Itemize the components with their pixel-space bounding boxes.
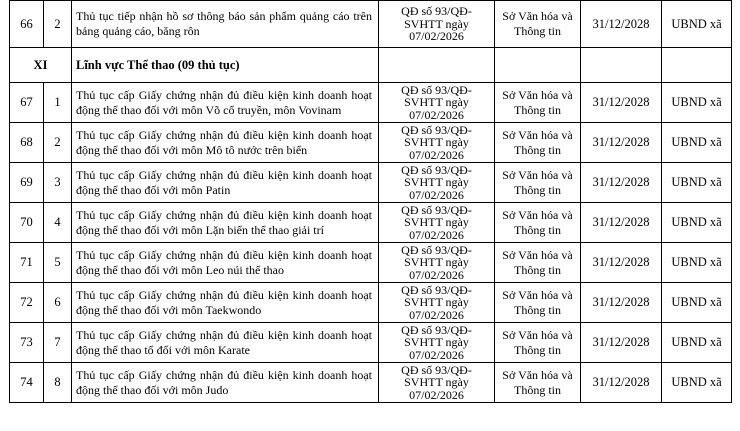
decision-line: SVHTT ngày [404,95,469,110]
implementing-level: UBND xã [662,83,732,123]
agency-cell [495,83,581,123]
section-title: Lĩnh vực Thể thao (09 thủ tục) [72,48,379,83]
section-roman: XI [10,48,72,83]
decision-line: QĐ số 93/QĐ- [401,202,472,217]
agency-line: Thông tin [514,182,561,197]
procedure-name: Thủ tục cấp Giấy chứng nhận đủ điều kiện kinh doanh hoạt động thể thao đối với môn Võ cổ truyền, môn Vovinam [72,83,379,123]
agency-cell [495,243,581,283]
decision-line: SVHTT ngày [404,295,469,310]
table-row [10,123,732,163]
implementing-level: UBND xã [662,363,732,403]
agency-line: Sở Văn hóa và [502,367,573,382]
row-stt: 68 [10,123,44,163]
decision-line: 07/02/2026 [409,387,464,402]
decision-line: 07/02/2026 [409,29,464,44]
decision-line: SVHTT ngày [404,135,469,150]
decision-line: SVHTT ngày [404,215,469,230]
implementing-level: UBND xã [662,283,732,323]
agency-line: Thông tin [514,142,561,157]
row-number: 1 [44,83,72,123]
decision-line: QĐ số 93/QĐ- [401,4,472,19]
row-number: 6 [44,283,72,323]
table-row [10,83,732,123]
decision-line: SVHTT ngày [404,255,469,270]
agency-line: Sở Văn hóa và [502,167,573,182]
agency-line: Thông tin [514,302,561,317]
decision-cell [379,123,495,163]
table-row [10,323,732,363]
implementing-level: UBND xã [662,323,732,363]
decision-cell [379,83,495,123]
agency-line: Sở Văn hóa và [502,327,573,342]
procedure-name: Thủ tục tiếp nhận hồ sơ thông báo sản phẩm quảng cáo trên bảng quảng cáo, băng rôn [72,1,379,48]
decision-line: QĐ số 93/QĐ- [401,362,472,377]
agency-line: Thông tin [514,222,561,237]
table-row [10,203,732,243]
implementing-level: UBND xã [662,1,732,48]
decision-cell [379,243,495,283]
agency-line: Thông tin [514,262,561,277]
agency-line: Sở Văn hóa và [502,207,573,222]
decision-cell [379,1,495,48]
agency-cell [495,283,581,323]
deadline-date: 31/12/2028 [581,283,662,323]
decision-line: 07/02/2026 [409,347,464,362]
agency-cell [495,323,581,363]
agency-line: Sở Văn hóa và [502,127,573,142]
decision-line: QĐ số 93/QĐ- [401,282,472,297]
deadline-date: 31/12/2028 [581,123,662,163]
agency-line: Thông tin [514,102,561,117]
decision-line: SVHTT ngày [404,335,469,350]
decision-cell [379,323,495,363]
implementing-level: UBND xã [662,123,732,163]
decision-line: QĐ số 93/QĐ- [401,122,472,137]
decision-line: 07/02/2026 [409,187,464,202]
agency-cell [495,1,581,48]
decision-cell [379,363,495,403]
table-row [10,283,732,323]
row-number: 2 [44,1,72,48]
agency-line: Sở Văn hóa và [502,287,573,302]
row-stt: 71 [10,243,44,283]
empty-cell [581,48,662,83]
row-number: 2 [44,123,72,163]
decision-cell [379,283,495,323]
row-stt: 67 [10,83,44,123]
row-stt: 69 [10,163,44,203]
decision-cell [379,163,495,203]
decision-line: SVHTT ngày [404,375,469,390]
decision-line: QĐ số 93/QĐ- [401,322,472,337]
agency-line: Sở Văn hóa và [502,87,573,102]
table-row [10,363,732,403]
row-stt: 73 [10,323,44,363]
decision-line: 07/02/2026 [409,227,464,242]
agency-line: Thông tin [514,342,561,357]
decision-line: SVHTT ngày [404,175,469,190]
row-number: 8 [44,363,72,403]
agency-line: Sở Văn hóa và [502,247,573,262]
decision-line: QĐ số 93/QĐ- [401,82,472,97]
procedure-name: Thủ tục cấp Giấy chứng nhận đủ điều kiện kinh doanh hoạt động thể thao đối với môn Judo [72,363,379,403]
empty-cell [662,48,732,83]
row-stt: 74 [10,363,44,403]
procedure-name: Thủ tục cấp Giấy chứng nhận đủ điều kiện kinh doanh hoạt động thể thao đối với môn Lặn biển thể thao giải trí [72,203,379,243]
deadline-date: 31/12/2028 [581,163,662,203]
decision-line: 07/02/2026 [409,307,464,322]
agency-cell [495,123,581,163]
agency-line: Sở Văn hóa và [502,9,573,23]
agency-line: Thông tin [514,24,561,38]
agency-cell [495,363,581,403]
table-row [10,163,732,203]
row-number: 7 [44,323,72,363]
deadline-date: 31/12/2028 [581,1,662,48]
row-number: 4 [44,203,72,243]
row-number: 5 [44,243,72,283]
agency-line: Thông tin [514,382,561,397]
deadline-date: 31/12/2028 [581,363,662,403]
deadline-date: 31/12/2028 [581,243,662,283]
decision-line: QĐ số 93/QĐ- [401,242,472,257]
decision-line: 07/02/2026 [409,147,464,162]
table-row [10,1,732,48]
deadline-date: 31/12/2028 [581,323,662,363]
implementing-level: UBND xã [662,243,732,283]
deadline-date: 31/12/2028 [581,83,662,123]
procedure-name: Thủ tục cấp Giấy chứng nhận đủ điều kiện kinh doanh hoạt động thể thao đối với môn Patin [72,163,379,203]
row-stt: 72 [10,283,44,323]
deadline-date: 31/12/2028 [581,203,662,243]
row-stt: 70 [10,203,44,243]
empty-cell [495,48,581,83]
section-header-row [10,48,732,83]
agency-cell [495,163,581,203]
procedure-name: Thủ tục cấp Giấy chứng nhận đủ điều kiện kinh doanh hoạt động thể thao đối với môn Leo núi thể thao [72,243,379,283]
procedure-name: Thủ tục cấp Giấy chứng nhận đủ điều kiện kinh doanh hoạt động thể thao đối với môn Taekwondo [72,283,379,323]
procedure-name: Thủ tục cấp Giấy chứng nhận đủ điều kiện kinh doanh hoạt động thể thao đối với môn Mô tô nước trên biển [72,123,379,163]
row-number: 3 [44,163,72,203]
procedures-table [9,0,732,403]
procedure-name: Thủ tục cấp Giấy chứng nhận đủ điều kiện kinh doanh hoạt động thể thao tổ đối với môn Karate [72,323,379,363]
decision-line: 07/02/2026 [409,107,464,122]
decision-line: 07/02/2026 [409,267,464,282]
decision-line: QĐ số 93/QĐ- [401,162,472,177]
decision-cell [379,203,495,243]
table-body [10,1,732,403]
row-stt: 66 [10,1,44,48]
agency-cell [495,203,581,243]
implementing-level: UBND xã [662,203,732,243]
implementing-level: UBND xã [662,163,732,203]
decision-line: SVHTT ngày [404,16,469,31]
empty-cell [379,48,495,83]
table-row [10,243,732,283]
